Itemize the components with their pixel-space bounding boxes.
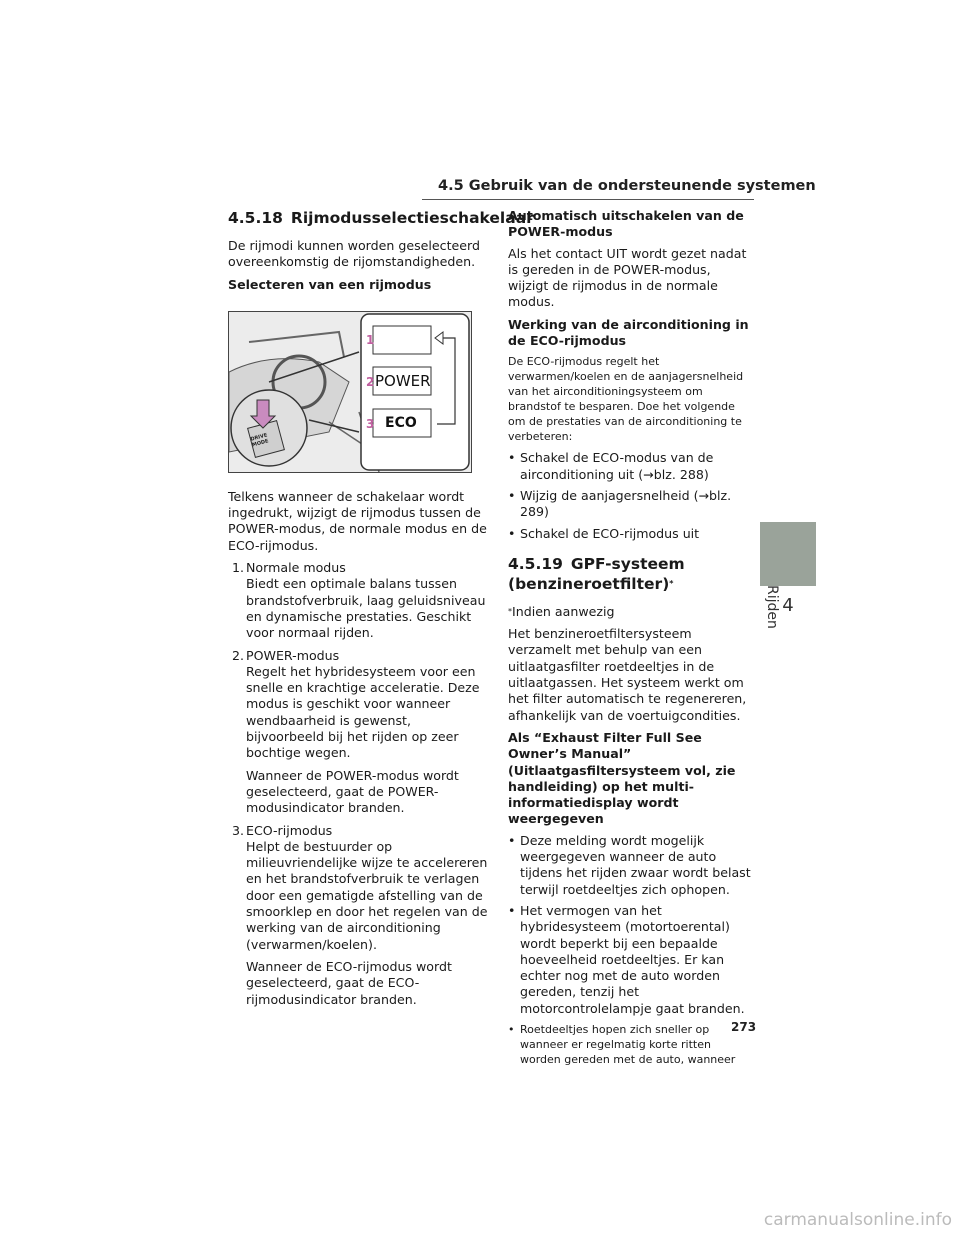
mode-item-normal <box>228 560 488 641</box>
left-column <box>228 208 534 1014</box>
gpf-text: Het benzineroetfiltersysteem verzamelt met behulp van een uitlaatgasfilter roetdeeltjes in de uitlaatgassen. Het systeem werkt om het filter automatisch te regenereren, afhankelijk van de voertuigcondities. <box>508 626 747 723</box>
mode-item-eco <box>228 823 488 1008</box>
ac-text: De ECO-rijmodus regelt het verwarmen/koelen en de aanjagersnelheid van het airconditioningsysteem om brandstof te besparen. Doe het volgende om de prestaties van de airconditioning te verbeteren: <box>508 355 744 444</box>
auto-off-text: Als het contact UIT wordt gezet nadat is gereden in de POWER-modus, wijzigt de rijmodus in de normale modus. <box>508 245 747 310</box>
ac-bullet: • Schakel de ECO-modus van de airconditioning uit (→blz. 288) <box>508 450 754 483</box>
mode-number: 2. <box>232 647 245 663</box>
eco-indicator-text: ECO <box>385 414 417 431</box>
chapter-tab <box>760 522 816 586</box>
right-column <box>508 208 757 1072</box>
exhaust-bullet: • Het vermogen van het hybridesysteem (motortoerental) wordt beperkt bij een bepaalde hoeveelheid roetdeeltjes. Er kan echter nog met de auto worden gereden, tenzij het motorcontrolelampje gaat branden. <box>508 903 754 1017</box>
ac-bullet: • Wijzig de aanjagersnelheid (→blz. 289) <box>508 488 754 521</box>
mode-description: Biedt een optimale balans tussen brandstofverbruik, laag geluidsniveau en dynamische prestaties. Geschikt voor normaal rijden. <box>246 576 486 641</box>
drive-mode-figure <box>228 311 472 473</box>
mode-description: Helpt de bestuurder op milieuvriendelijke wijze te accelereren en het brandstofverbruik te verlagen door een gematigde afstelling van de smoorklep en door het regelen van de werking van de airconditioning (verwarmen/koelen). <box>246 838 488 952</box>
note-text: Indien aanwezig <box>512 603 615 619</box>
note-asterisk: * <box>508 606 512 616</box>
gpf-availability-note <box>508 604 754 620</box>
power-indicator-text: POWER <box>375 371 431 390</box>
page-number: 273 <box>731 1020 757 1034</box>
mode-title: Normale modus <box>246 560 346 576</box>
chapter-number: 4 <box>782 595 794 616</box>
watermark: carmanualsonline.info <box>763 1210 952 1230</box>
header-rule <box>422 199 754 200</box>
gpf-section-title: GPF-systeem (benzineroetfilter) <box>508 554 685 593</box>
figure-label-1: 1 <box>366 332 375 347</box>
mode-description: Wanneer de POWER-modus wordt geselecteerd, gaat de POWER-modusindicator branden. <box>246 767 459 816</box>
intro-text: De rijmodi kunnen worden geselecteerd overeenkomstig de rijomstandigheden. <box>228 238 480 270</box>
mode-toggle-text: Telkens wanneer de schakelaar wordt ingedrukt, wijzigt de rijmodus tussen de POWER-modus, de normale modus en de ECO-rijmodus. <box>228 488 487 553</box>
auto-off-heading: Automatisch uitschakelen van de POWER-modus <box>508 208 744 240</box>
mode-number: 3. <box>232 822 245 838</box>
mode-number: 1. <box>232 560 245 576</box>
mode-list <box>228 560 488 1008</box>
mode-title: ECO-rijmodus <box>246 822 333 838</box>
mode-title: POWER-modus <box>246 647 340 663</box>
section-heading <box>228 208 534 228</box>
section-title: Rijmodusselectieschakelaar <box>290 209 534 227</box>
gpf-asterisk: * <box>669 578 674 588</box>
mode-description: Wanneer de ECO-rijmodus wordt geselecteerd, gaat de ECO-rijmodusindicator branden. <box>246 958 452 1007</box>
mode-item-power <box>228 648 488 817</box>
dashboard-illustration <box>229 312 471 472</box>
chapter-label: Rijden <box>764 585 780 629</box>
exhaust-bullet: • Deze melding wordt mogelijk weergegeven wanneer de auto tijdens het rijden zwaar wordt belast terwijl roetdeeltjes zich ophopen. <box>508 833 754 898</box>
drive-mode-switch-label: DRIVE MODE <box>249 432 270 449</box>
mode-description: Regelt het hybridesysteem voor een snelle en krachtige acceleratie. Deze modus is geschikt voor wanneer wendbaarheid is gewenst, bijvoorbeeld bij het rijden op zeer bochtige wegen. <box>246 663 480 761</box>
gpf-section-heading <box>508 554 754 594</box>
figure-label-2: 2 <box>366 374 375 389</box>
exhaust-bullet: • Roetdeeltjes hopen zich sneller op wanneer er regelmatig korte ritten worden gereden met de auto, wanneer <box>508 1022 754 1067</box>
running-header: 4.5 Gebruik van de ondersteunende systemen <box>438 178 816 194</box>
exhaust-heading: Als “Exhaust Filter Full See Owner’s Manual” (Uitlaatgasfiltersysteem vol, zie handleiding) op het multi-informatiedisplay wordt weergegeven <box>508 729 736 827</box>
section-number: 4.5.18 <box>228 209 283 227</box>
ac-heading: Werking van de airconditioning in de ECO-rijmodus <box>508 316 749 349</box>
subheading: Selecteren van een rijmodus <box>228 276 432 292</box>
ac-bullet: • Schakel de ECO-rijmodus uit <box>508 526 754 542</box>
figure-label-3: 3 <box>366 416 375 431</box>
gpf-section-number: 4.5.19 <box>508 554 563 573</box>
